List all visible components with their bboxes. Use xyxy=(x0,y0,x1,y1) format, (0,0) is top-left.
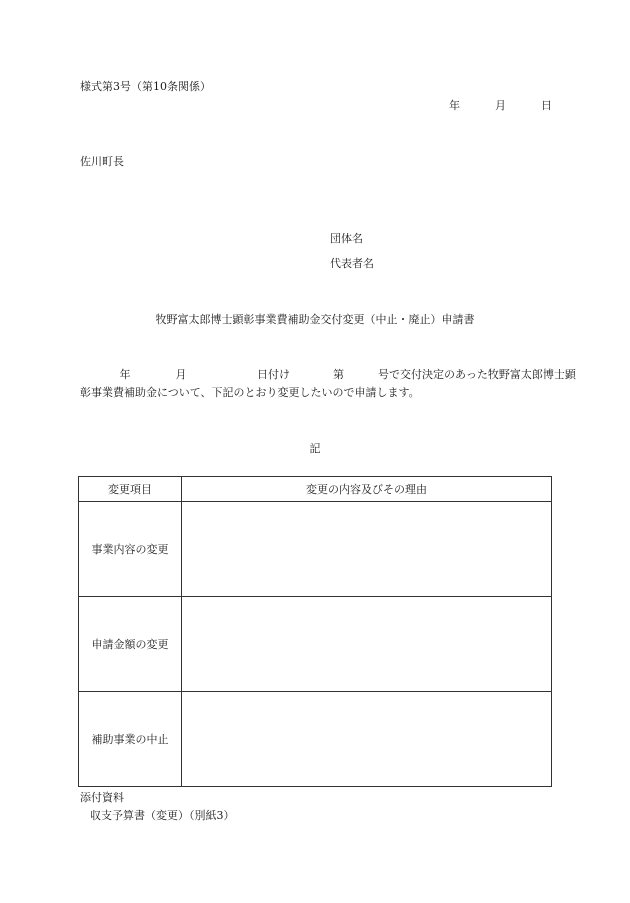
table-header-row xyxy=(79,477,552,502)
row-detail-cell[interactable] xyxy=(182,597,552,692)
table-row xyxy=(79,597,552,692)
form-number: 様式第3号（第10条関係） xyxy=(80,80,211,93)
row-detail-cell[interactable] xyxy=(182,502,552,597)
date-month: 月 xyxy=(495,99,506,112)
row-item-cell: 申請金額の変更 xyxy=(79,597,182,692)
body-month: 月 xyxy=(175,368,187,381)
header-change-item: 変更項目 xyxy=(79,477,182,502)
addressee: 佐川町長 xyxy=(80,155,124,168)
table-row xyxy=(79,502,552,597)
changes-table xyxy=(78,476,552,787)
attachments-heading: 添付資料 xyxy=(80,791,124,804)
body-year: 年 xyxy=(119,368,131,381)
body-line1-rest: 号で交付決定のあった牧野富太郎博士顕 xyxy=(378,368,576,381)
body-dai: 第 xyxy=(333,368,344,381)
ki-heading: 記 xyxy=(309,442,321,455)
org-name-label: 団体名 xyxy=(330,232,363,245)
attachment-item: 収支予算書（変更）（別紙3） xyxy=(90,809,235,822)
date-year: 年 xyxy=(449,99,460,112)
body-day-suffix: 日付け xyxy=(257,368,290,381)
representative-name-label: 代表者名 xyxy=(330,257,374,270)
row-detail-cell[interactable] xyxy=(182,692,552,787)
header-change-detail: 変更の内容及びその理由 xyxy=(182,477,552,502)
document-title: 牧野富太郎博士顕彰事業費補助金交付変更（中止・廃止）申請書 xyxy=(155,313,475,326)
date-day: 日 xyxy=(541,99,552,112)
table-row xyxy=(79,692,552,787)
row-item-cell: 事業内容の変更 xyxy=(79,502,182,597)
row-item-cell: 補助事業の中止 xyxy=(79,692,182,787)
date-line xyxy=(449,99,552,113)
body-line-2: 彰事業費補助金について、下記のとおり変更したいので申請します。 xyxy=(80,386,420,399)
body-line-1 xyxy=(100,368,576,382)
